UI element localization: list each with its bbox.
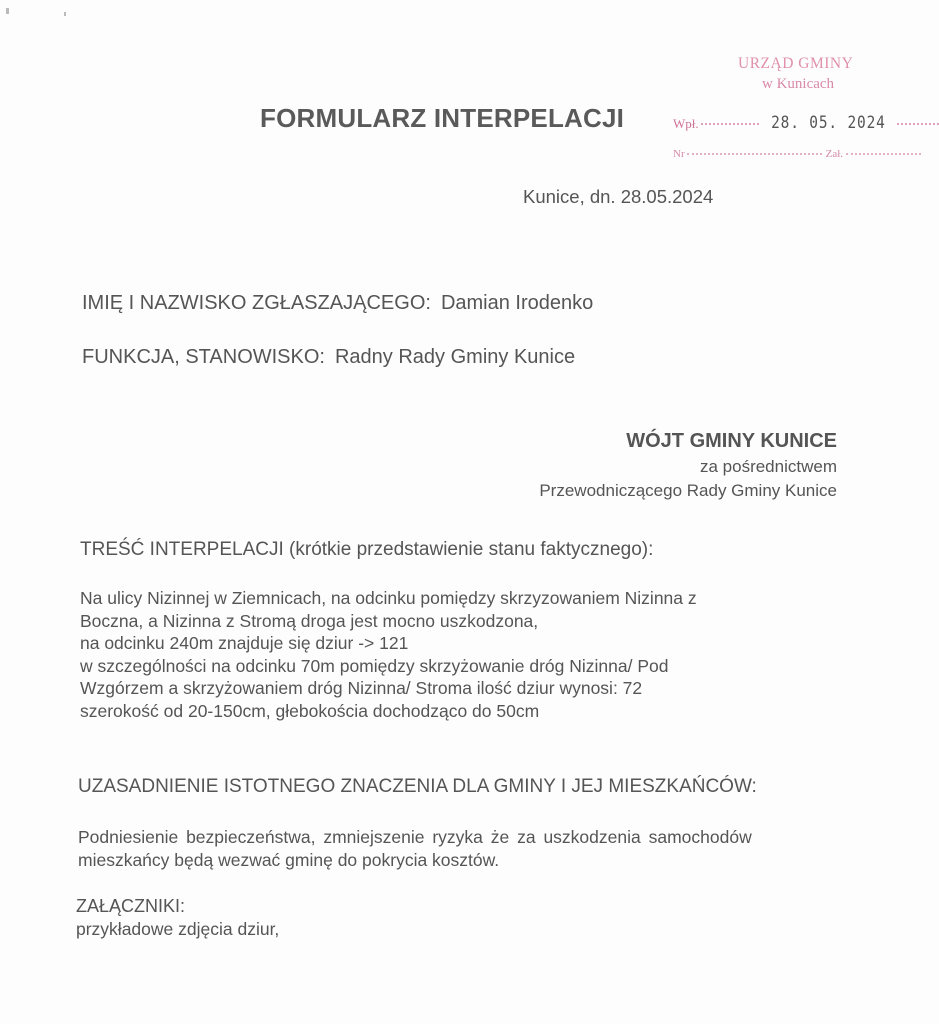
function-value: Radny Rady Gminy Kunice: [334, 346, 576, 368]
stamp-received-label: Wpł.: [673, 116, 699, 131]
content-line: Boczna, a Nizinna z Stromą droga jest mocno uszkodzona,: [80, 610, 539, 631]
stamp-office-name: URZĄD GMINY: [738, 55, 854, 72]
attachments-heading: ZAŁĄCZNIKI:: [76, 896, 186, 916]
content-line: Na ulicy Nizinnej w Ziemnicach, na odcinku pomiędzy skrzyzowaniem Nizinna z: [80, 588, 697, 608]
justification-line: Podniesienie bezpieczeństwa, zmniejszenie ryzyka że za uszkodzenia samochodów: [78, 827, 752, 847]
content-line: szerokość od 20-150cm, głebokościa dochodząco do 50cm: [80, 700, 540, 721]
stamp-dotted-line: [846, 153, 921, 155]
function-label: FUNKCJA, STANOWISKO:: [82, 346, 325, 368]
attachment-item: przykładowe zdjęcia dziur,: [76, 919, 280, 939]
content-line: na odcinku 240m znajduje się dziur -> 121: [80, 633, 409, 653]
submitter-field: [82, 292, 593, 315]
addressee-head: WÓJT GMINY KUNICE: [626, 430, 837, 452]
stamp-dotted-line: [897, 123, 939, 125]
function-field: [82, 346, 575, 369]
stamp-dotted-line: [701, 123, 759, 125]
content-line: Wzgórzem a skrzyżowaniem dróg Nizinna/ Stroma ilość dziur wynosi: 72: [80, 678, 643, 698]
scan-mark: [64, 12, 66, 16]
stamp-attachments-label: Zał.: [825, 148, 844, 160]
justification-body: [78, 826, 752, 871]
submitter-label: IMIĘ I NAZWISKO ZGŁASZAJĄCEGO:: [82, 292, 431, 314]
addressee-line: Przewodniczącego Rady Gminy Kunice: [539, 481, 837, 500]
content-line: w szczególności na odcinku 70m pomiędzy skrzyżowanie dróg Nizinna/ Pod: [80, 655, 669, 676]
addressee-block: [539, 427, 837, 503]
stamp-number-label: Nr: [673, 148, 685, 160]
scan-mark: [6, 8, 9, 14]
submitter-value: Damian Irodenko: [440, 292, 594, 314]
stamp-received-date: 28. 05. 2024: [770, 113, 886, 133]
justification-heading: UZASADNIENIE ISTOTNEGO ZNACZENIA DLA GMINY I JEJ MIESZKAŃCÓW:: [78, 776, 757, 797]
justification-line: mieszkańcy będą wezwać gminę do pokrycia kosztów.: [78, 849, 500, 870]
stamp-office-city: w Kunicach: [762, 76, 835, 92]
place-date: Kunice, dn. 28.05.2024: [523, 186, 714, 207]
document-title: FORMULARZ INTERPELACJI: [260, 103, 625, 133]
content-body: [80, 587, 697, 722]
addressee-line: za pośrednictwem: [699, 457, 837, 476]
stamp-dotted-line: [687, 153, 822, 155]
stamp-number-row: [673, 148, 921, 160]
content-heading: TREŚĆ INTERPELACJI (krótkie przedstawienie stanu faktycznego):: [80, 539, 654, 560]
stamp-received-row: [673, 113, 939, 133]
